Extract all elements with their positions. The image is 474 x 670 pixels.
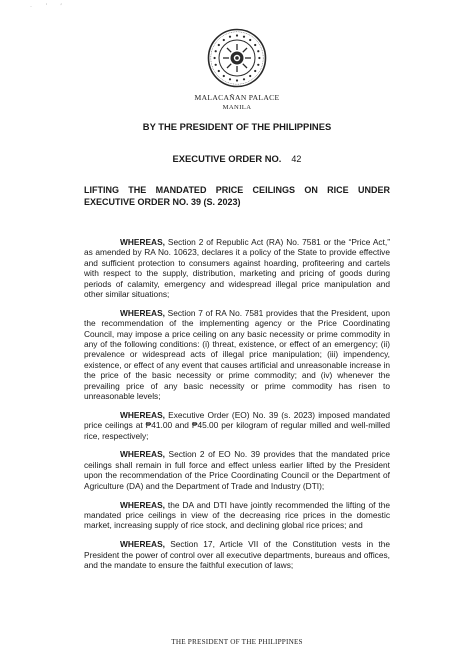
scan-marks: · ’ ′ [30,4,68,10]
by-the-president-line: BY THE PRESIDENT OF THE PHILIPPINES [142,121,332,132]
whereas-keyword: WHEREAS, [120,237,165,247]
executive-order-number: 42 [291,154,302,164]
whereas-keyword: WHEREAS, [120,307,165,318]
whereas-paragraph [84,308,390,402]
paragraph-text: the DA and DTI have jointly recommended the lifting of the mandated price ceilings in view of the decreasing rice prices in the domestic market, increasing supply of rice stock, and declining global rice prices; and [84,499,390,531]
whereas-keyword: WHEREAS, [120,539,165,550]
whereas-keyword: WHEREAS, [120,449,165,460]
executive-order-number-line [0,153,474,164]
palace-name: MALACAÑAN PALACE [194,93,280,102]
whereas-paragraph [84,500,390,531]
whereas-keyword: WHEREAS, [120,409,165,420]
document-body [84,237,390,579]
paragraph-text: Section 2 of EO No. 39 provides that the mandated price ceilings shall remain in full force and effect unless earlier lifted by the President upon the recommendation of the Price Coordinating Council or the Department of Agriculture (DA) and the Department of Trade and Industry (DTI); [84,449,390,491]
paragraph-text: Section 2 of Republic Act (RA) No. 7581 or the “Price Act,” as amended by RA No. 10623, declares it a policy of the State to provide effective and sufficient protection to consumers against hoarding, profiteering and cartels with respect to the supply, distribution, marketing and pricing of goods during periods of calamity, emergency and widespread illegal price manipulation and other similar situations; [84,237,390,300]
presidential-seal-icon [207,28,267,88]
palace-city: MANILA [222,104,252,111]
whereas-paragraph [84,237,390,299]
whereas-paragraph [84,539,390,570]
whereas-paragraph [84,449,390,491]
whereas-keyword: WHEREAS, [120,499,165,510]
paragraph-text: Section 7 of RA No. 7581 provides that the President, upon the recommendation of the implementing agency or the Price Coordinating Council, may impose a price ceiling on any basic necessity or prime commodity in any of the following conditions: (i) threat, existence, or effect of an emergency; (ii) prevalence or widespread acts of illegal price manipulation; (iii) impendency, existence, or effect of any event that causes artificial and unreasonable increase in the price of the basic necessity or prime commodity; and (iv) whenever the prevailing price of any basic necessity or prime commodity has risen to unreasonable levels; [84,307,390,402]
paragraph-text: Executive Order (EO) No. 39 (s. 2023) imposed mandated price ceilings at ₱41.00 and ₱45.00 per kilogram of regular milled and well-milled rice, respectively; [84,409,390,441]
document-title: LIFTING THE MANDATED PRICE CEILINGS ON RICE UNDER EXECUTIVE ORDER NO. 39 (S. 2023) [84,185,390,207]
whereas-paragraph [84,410,390,441]
page-footer: THE PRESIDENT OF THE PHILIPPINES [171,638,303,646]
paragraph-text: Section 17, Article VII of the Constitution vests in the President the power of control over all executive departments, bureaus and offices, and the mandate to ensure the faithful execution of laws; [84,539,390,570]
executive-order-label: EXECUTIVE ORDER NO. [172,153,282,164]
